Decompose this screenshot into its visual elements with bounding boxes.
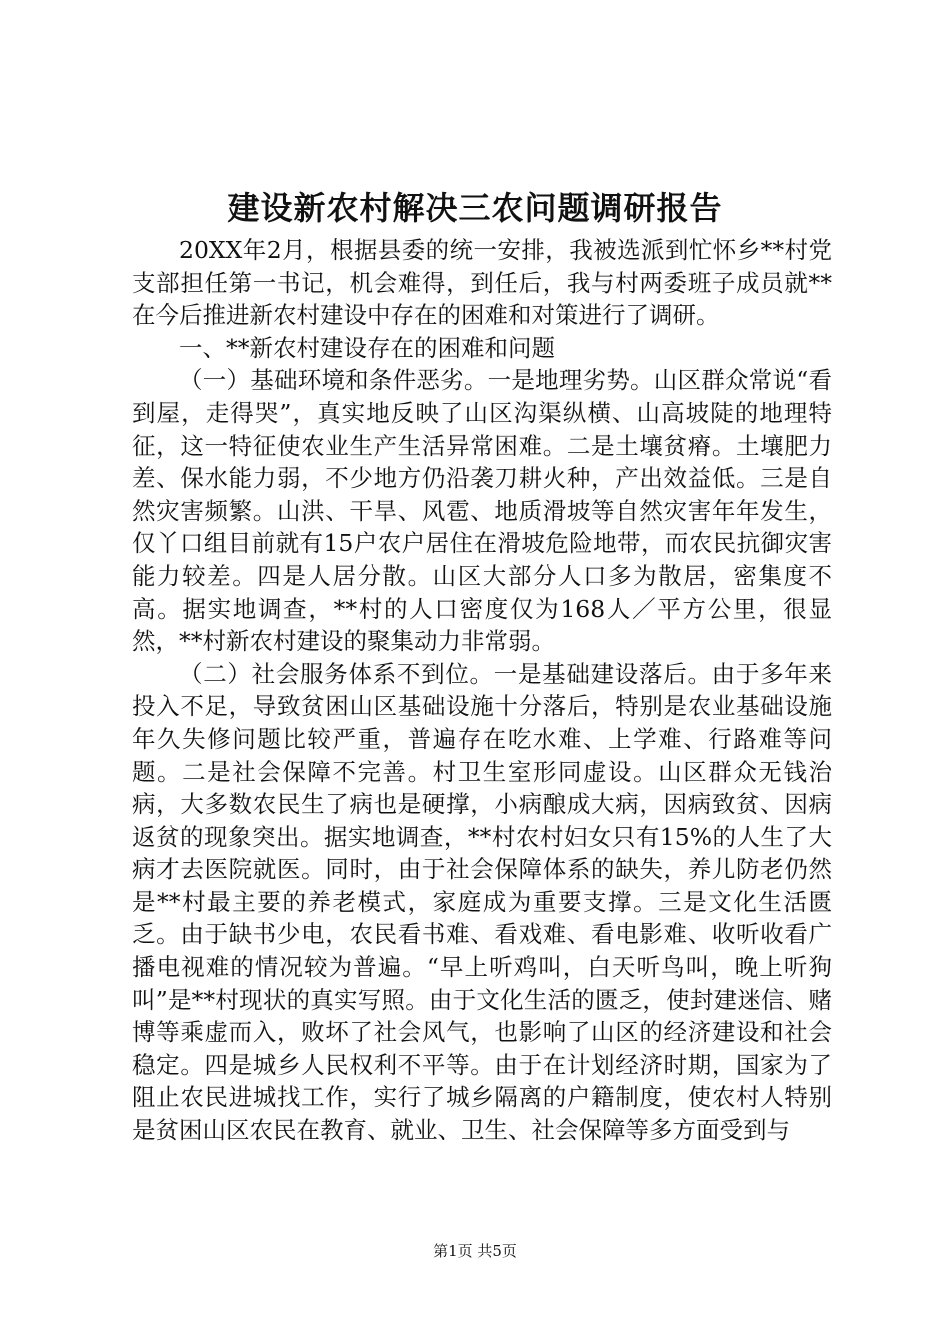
paragraph-section-2: （二）社会服务体系不到位。一是基础建设落后。由于多年来投入不足，导致贫困山区基础设施十分落后，特别是农业基础设施年久失修问题比较严重，普遍存在吃水难、上学难、行路难等问题。二是社会保障不完善。村卫生室形同虚设。山区群众无钱治病，大多数农民生了病也是硬撑，小病酿成大病，因病致贫、因病返贫的现象突出。据实地调查，**村农村妇女只有15%的人生了大病才去医院就医。同时，由于社会保障体系的缺失，养儿防老仍然是**村最主要的养老模式，家庭成为重要支撑。三是文化生活匮乏。由于缺书少电，农民看书难、看戏难、看电影难、收听收看广播电视难的情况较为普遍。“早上听鸡叫，白天听鸟叫，晚上听狗叫”是**村现状的真实写照。由于文化生活的匮乏，使封建迷信、赌博等乘虚而入，败坏了社会风气，也影响了山区的经济建设和社会稳定。四是城乡人民权利不平等。由于在计划经济时期，国家为了阻止农民进城找工作，实行了城乡隔离的户籍制度，使农村人特别是贫困山区农民在教育、就业、卫生、社会保障等多方面受到与: [132, 659, 832, 1145]
document-title: 建设新农村解决三农问题调研报告: [227, 189, 723, 227]
document-body: [132, 234, 832, 1147]
paragraph-intro: 20XX年2月，根据县委的统一安排，我被选派到忙怀乡**村党支部担任第一书记，机会难得，到任后，我与村两委班子成员就**在今后推进新农村建设中存在的困难和对策进行了调研。: [132, 236, 832, 330]
section-heading: 一、**新农村建设存在的困难和问题: [179, 333, 555, 362]
paragraph-section-1: （一）基础环境和条件恶劣。一是地理劣势。山区群众常说“看到屋，走得哭”，真实地反映了山区沟渠纵横、山高坡陡的地理特征，这一特征使农业生产生活异常困难。二是土壤贫瘠。土壤肥力差、保水能力弱，不少地方仍沿袭刀耕火种，产出效益低。三是自然灾害频繁。山洪、干旱、风雹、地质滑坡等自然灾害年年发生，仅丫口组目前就有15户农户居住在滑坡危险地带，而农民抗御灾害能力较差。四是人居分散。山区大部分人口多为散居，密集度不高。据实地调查，**村的人口密度仅为168人／平方公里，很显然，**村新农村建设的聚集动力非常弱。: [132, 366, 832, 656]
page-number-footer: 第1页 共5页: [433, 1242, 517, 1260]
